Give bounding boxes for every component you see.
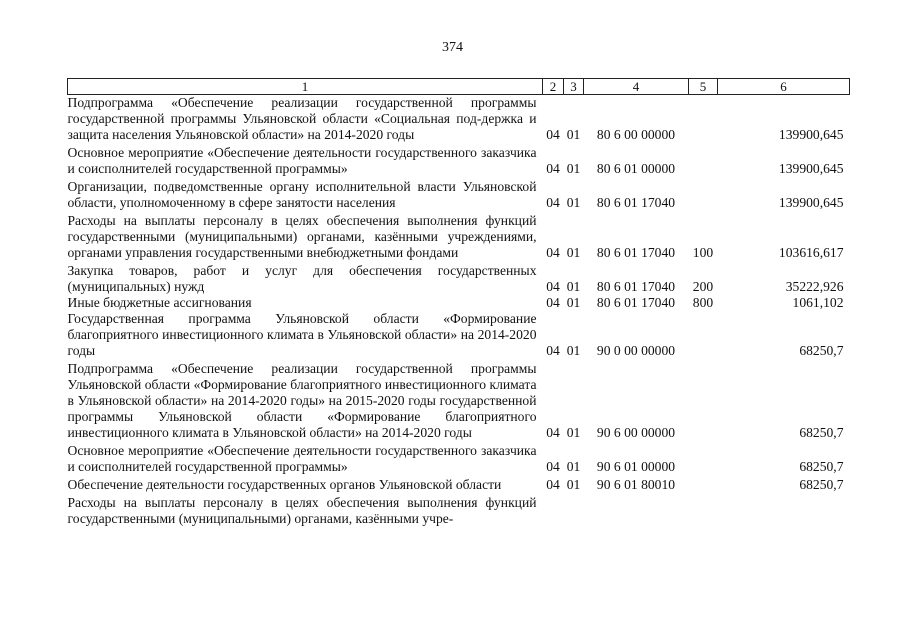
- row-expense-type: [689, 95, 718, 146]
- row-amount: 68250,7: [799, 477, 844, 492]
- row-amount: 103616,617: [778, 245, 844, 260]
- row-section: 04: [546, 425, 560, 440]
- row-subsection: 01: [566, 295, 581, 310]
- row-subsection: 01: [566, 477, 581, 492]
- row-expense-type: [689, 477, 718, 495]
- row-section: 04: [546, 245, 560, 260]
- row-subsection: 01: [566, 279, 581, 294]
- table-row: [68, 179, 850, 213]
- row-expense-type: [689, 443, 718, 477]
- row-amount: 68250,7: [799, 425, 844, 440]
- row-target-code: 90 0 00 00000: [596, 343, 676, 358]
- row-expense-type: [689, 179, 718, 213]
- column-header-5: 5: [689, 79, 718, 95]
- row-section: 04: [546, 195, 560, 210]
- page-number: 374: [442, 40, 463, 55]
- row-description: Основное мероприятие «Обеспечение деятельности государственного заказчика и соисполнителей государственной программы»: [67, 443, 537, 474]
- table-row: [68, 95, 850, 146]
- row-expense-type: [689, 145, 718, 179]
- row-subsection: 01: [566, 161, 581, 176]
- row-amount: 68250,7: [799, 459, 844, 474]
- row-section: 04: [546, 459, 560, 474]
- row-target-code: [584, 495, 689, 527]
- row-description: Расходы на выплаты персоналу в целях обеспечения выполнения функций государственными (муниципальными) органами, казёнными учреждениями, органами управления государственными внебюджетными фондами: [67, 213, 537, 260]
- row-amount: 139900,645: [778, 195, 844, 210]
- row-description: Подпрограмма «Обеспечение реализации государственной программы государственной программы Ульяновской области «Социальная под-держка и защита населения Ульяновской области» на 2014-2020 годы: [67, 95, 537, 142]
- row-subsection: 01: [566, 343, 581, 358]
- row-target-code: 80 6 01 00000: [596, 161, 676, 176]
- row-subsection: 01: [566, 195, 581, 210]
- column-header-1: 1: [68, 79, 543, 95]
- table-row: [68, 311, 850, 361]
- row-target-code: 80 6 01 17040: [596, 279, 676, 294]
- row-expense-type: [689, 311, 718, 361]
- row-description: Государственная программа Ульяновской области «Формирование благоприятного инвестиционного климата в Ульяновской области» на 2014-2020 годы: [67, 311, 537, 358]
- row-amount: 1061,102: [792, 295, 844, 310]
- row-subsection: 01: [566, 459, 581, 474]
- budget-table: [67, 78, 850, 527]
- table-row: [68, 443, 850, 477]
- table-header-row: [68, 79, 850, 95]
- row-description: Основное мероприятие «Обеспечение деятельности государственного заказчика и соисполнителей государственной программы»: [67, 145, 537, 176]
- row-expense-type: 800: [692, 295, 714, 310]
- row-target-code: 80 6 00 00000: [596, 127, 676, 142]
- table-row: [68, 495, 850, 527]
- row-amount: 139900,645: [778, 127, 844, 142]
- row-target-code: 80 6 01 17040: [596, 245, 676, 260]
- row-description: Обеспечение деятельности государственных органов Ульяновской области: [67, 477, 502, 492]
- row-section: 04: [546, 127, 560, 142]
- table-row: [68, 361, 850, 443]
- table-row: [68, 295, 850, 311]
- row-section: 04: [546, 279, 560, 294]
- row-amount: 68250,7: [799, 343, 844, 358]
- row-expense-type: 200: [692, 279, 714, 294]
- row-description: Иные бюджетные ассигнования: [67, 295, 252, 310]
- column-header-3: 3: [564, 79, 584, 95]
- row-target-code: 90 6 00 00000: [596, 425, 676, 440]
- row-subsection: 01: [566, 127, 581, 142]
- row-target-code: 80 6 01 17040: [596, 195, 676, 210]
- row-amount: 35222,926: [785, 279, 844, 294]
- row-expense-type: [689, 361, 718, 443]
- row-description: Расходы на выплаты персоналу в целях обеспечения выполнения функций государственными (муниципальными) органами, казёнными учре-: [67, 495, 537, 526]
- row-target-code: 90 6 01 00000: [596, 459, 676, 474]
- row-amount: 139900,645: [778, 161, 844, 176]
- column-header-2: 2: [543, 79, 564, 95]
- table-row: [68, 213, 850, 263]
- row-section: 04: [546, 477, 560, 492]
- column-header-4: 4: [584, 79, 689, 95]
- row-expense-type: 100: [692, 245, 714, 260]
- table-row: [68, 477, 850, 495]
- table-row: [68, 145, 850, 179]
- row-target-code: 90 6 01 80010: [596, 477, 676, 492]
- row-description: Организации, подведомственные органу исполнительной власти Ульяновской области, уполномоченному в сфере занятости населения: [67, 179, 537, 210]
- row-subsection: 01: [566, 245, 581, 260]
- row-amount: [718, 495, 850, 527]
- row-subsection: [564, 495, 584, 527]
- row-description: Закупка товаров, работ и услуг для обеспечения государственных (муниципальных) нужд: [67, 263, 537, 294]
- row-section: 04: [546, 295, 560, 310]
- row-subsection: 01: [566, 425, 581, 440]
- row-expense-type: [689, 495, 718, 527]
- row-target-code: 80 6 01 17040: [596, 295, 676, 310]
- row-description: Подпрограмма «Обеспечение реализации государственной программы Ульяновской области «Формирование благоприятного инвестиционного климата в Ульяновской области» на 2014-2020 годы» на 2015-2020 годы государственной программы Ульяновской области «Формирование благоприятного инвестиционного климата в Ульяновской области» на 2014-2020 годы: [67, 361, 537, 440]
- table-row: [68, 263, 850, 295]
- column-header-6: 6: [718, 79, 850, 95]
- row-section: 04: [546, 161, 560, 176]
- row-section: [543, 495, 564, 527]
- row-section: 04: [546, 343, 560, 358]
